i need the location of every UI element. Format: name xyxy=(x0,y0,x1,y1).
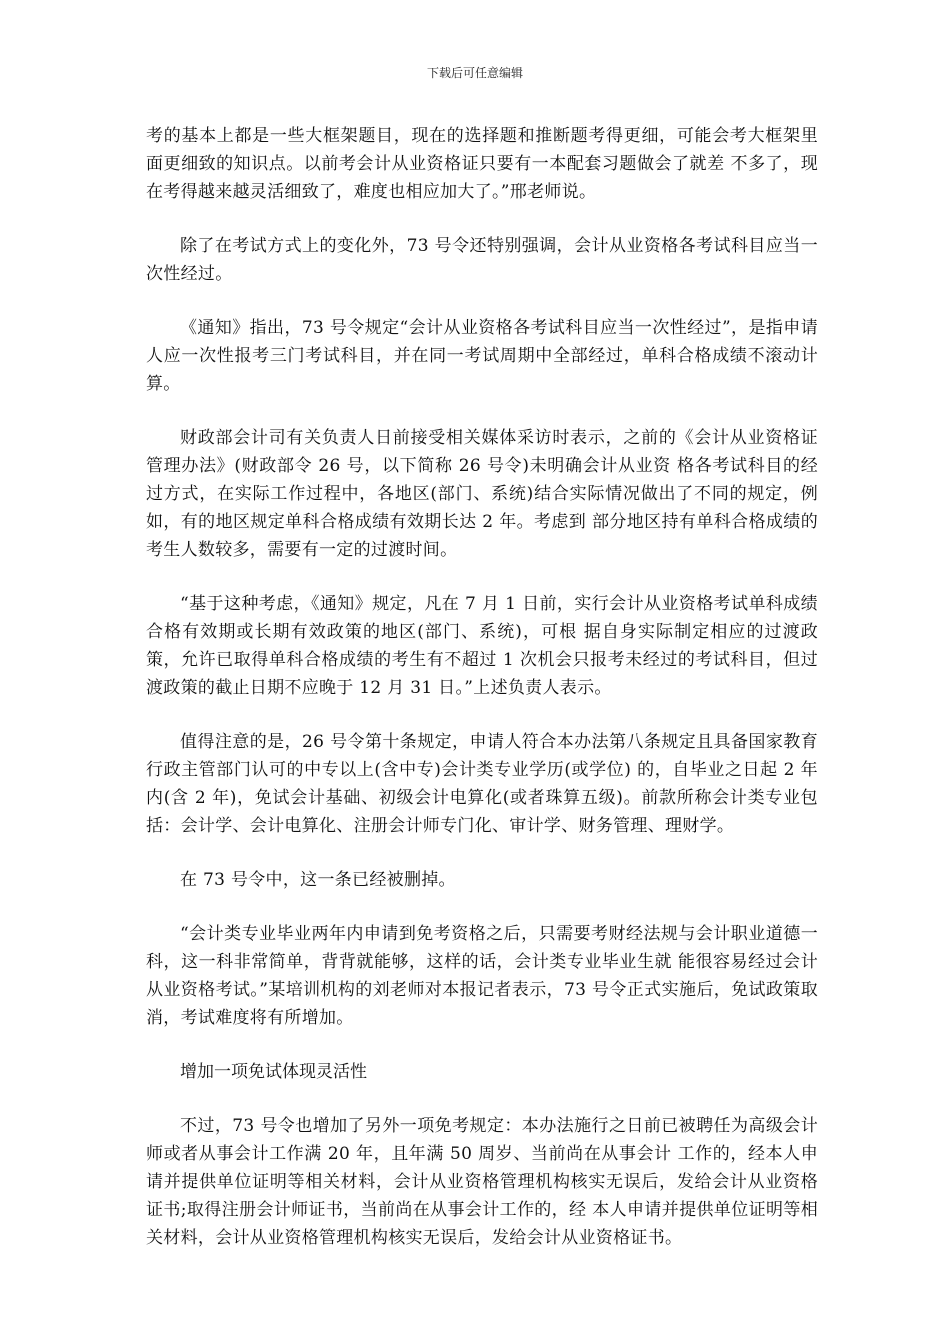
paragraph-7: 在 73 号令中，这一条已经被删掉。 xyxy=(180,870,456,890)
paragraph-1: 考的基本上都是一些大框架题目，现在的选择题和推断题考得更细，可能会考大框架里面更细致的知识点。以前考会计从业资格证只要有一本配套习题做会了就差 不多了，现在考得越来越灵活细致了，难度也相应加大了。”邢老师说。 xyxy=(146,126,818,202)
article-body xyxy=(146,122,818,1278)
header-note: 下载后可任意编辑 xyxy=(426,66,523,80)
paragraph-4: 财政部会计司有关负责人日前接受相关媒体采访时表示，之前的《会计从业资格证管理办法》(财政部令 26 号，以下简称 26 号令)未明确会计从业资 格各考试科目的经过方式，在实际工作过程中，各地区(部门、系统)结合实际情况做出了不同的规定，例如，有的地区规定单科合格成绩有效期长达 2 年。考虑到 部分地区持有单科合格成绩的考生人数较多，需要有一定的过渡时间。 xyxy=(146,428,818,560)
paragraph-6: 值得注意的是，26 号令第十条规定，申请人符合本办法第八条规定且具备国家教育行政主管部门认可的中专以上(含中专)会计类专业学历(或学位) 的，自毕业之日起 2 年内(含 2 年)，免试会计基础、初级会计电算化(或者珠算五级)。前款所称会计类专业包括：会计学、会计电算化、注册会计师专门化、审计学、财务管理、理财学。 xyxy=(146,732,818,836)
paragraph-2: 除了在考试方式上的变化外，73 号令还特别强调，会计从业资格各考试科目应当一次性经过。 xyxy=(146,236,818,284)
paragraph-final: 不过，73 号令也增加了另外一项免考规定：本办法施行之日前已被聘任为高级会计师或者从事会计工作满 20 年，且年满 50 周岁、当前尚在从事会计 工作的，经本人申请并提供单位证明等相关材料，会计从业资格管理机构核实无误后，发给会计从业资格证书;取得注册会计师证书，当前尚在从事会计工作的，经 本人申请并提供单位证明等相关材料，会计从业资格管理机构核实无误后，发给会计从业资格证书。 xyxy=(146,1116,818,1248)
paragraph-3: 《通知》指出，73 号令规定“会计从业资格各考试科目应当一次性经过”，是指申请人应一次性报考三门考试科目，并在同一考试周期中全部经过，单科合格成绩不滚动计算。 xyxy=(146,318,818,394)
section-subheading: 增加一项免试体现灵活性 xyxy=(180,1062,367,1082)
paragraph-8: “会计类专业毕业两年内申请到免考资格之后，只需要考财经法规与会计职业道德一科，这一科非常简单，背背就能够，这样的话，会计类专业毕业生就 能很容易经过会计从业资格考试。”某培训机构的刘老师对本报记者表示，73 号令正式实施后，免试政策取消，考试难度将有所增加。 xyxy=(146,924,818,1028)
paragraph-5: “基于这种考虑，《通知》规定，凡在 7 月 1 日前，实行会计从业资格考试单科成绩合格有效期或长期有效政策的地区(部门、系统)，可根 据自身实际制定相应的过渡政策，允许已取得单科合格成绩的考生有不超过 1 次机会只报考未经过的考试科目，但过渡政策的截止日期不应晚于 12 月 31 日。”上述负责人表示。 xyxy=(146,594,818,698)
